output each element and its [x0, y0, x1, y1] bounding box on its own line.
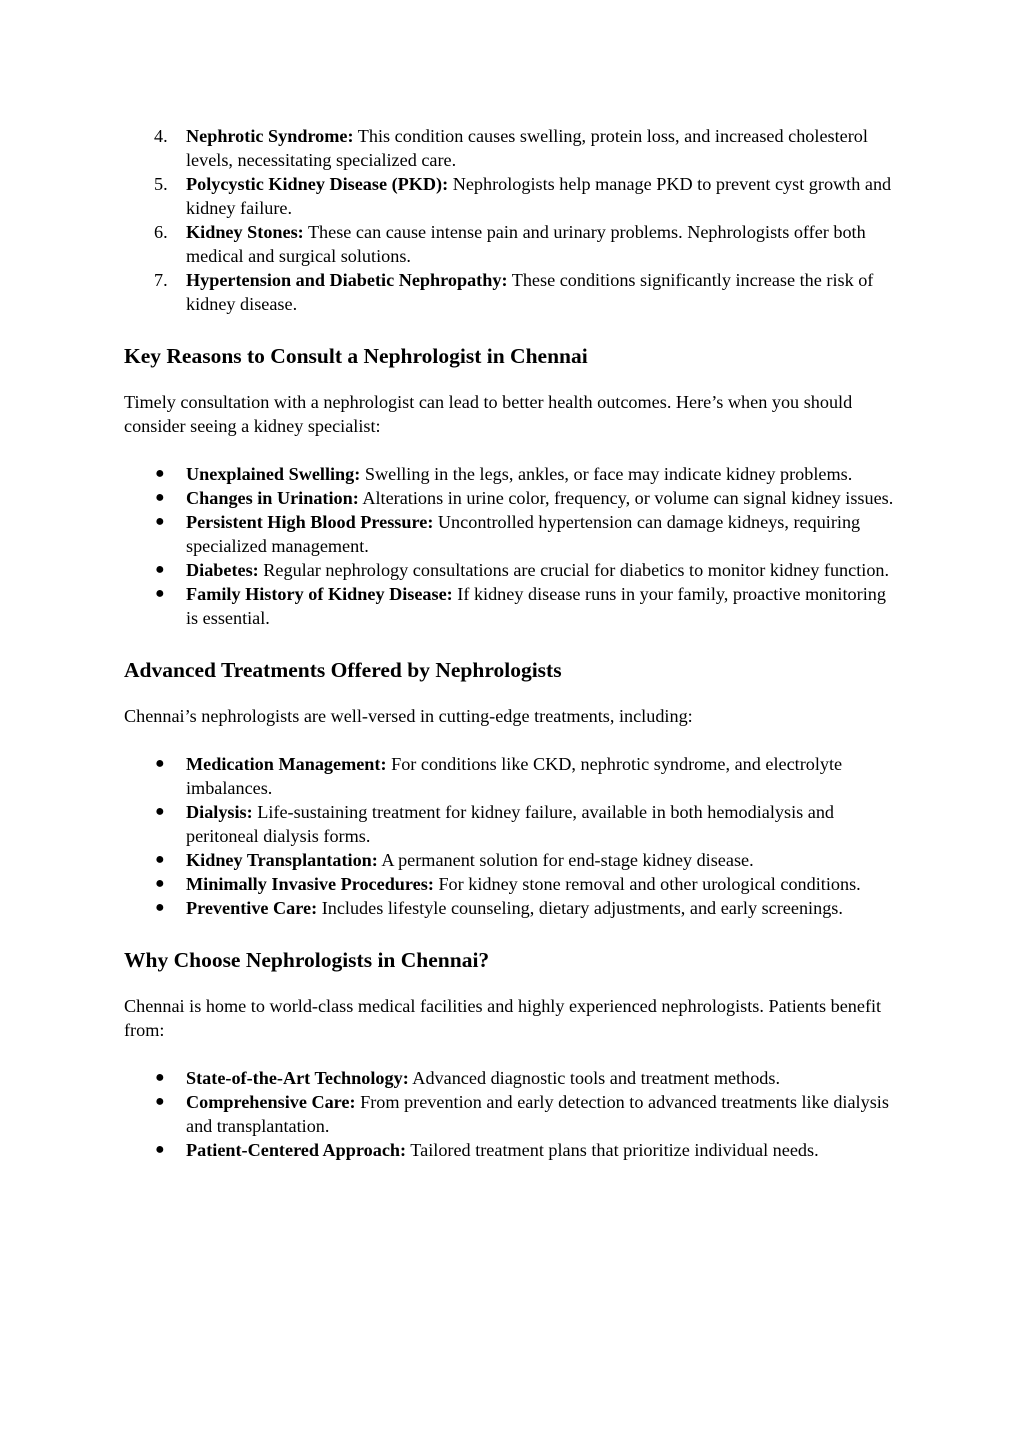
list-item-text: These conditions significantly increase the risk of kidney disease. — [186, 270, 874, 314]
bullet-icon: ● — [155, 489, 165, 506]
list-item — [124, 872, 900, 896]
list-item-term: Dialysis: — [186, 802, 253, 822]
list-item-text: Tailored treatment plans that prioritize individual needs. — [406, 1140, 819, 1160]
list-item-text: From prevention and early detection to advanced treatments like dialysis and transplantation. — [186, 1092, 889, 1136]
bullet-icon: ● — [155, 899, 165, 916]
list-item — [124, 752, 900, 800]
list-item-text: Regular nephrology consultations are crucial for diabetics to monitor kidney function. — [258, 560, 890, 580]
section-intro: Timely consultation with a nephrologist can lead to better health outcomes. Here’s when you should consider seeing a kidney specialist: — [124, 392, 853, 436]
list-item — [124, 510, 900, 558]
list-item-text: Swelling in the legs, ankles, or face may indicate kidney problems. — [360, 464, 853, 484]
list-item-text: For kidney stone removal and other urological conditions. — [433, 874, 861, 894]
list-item-term: Kidney Stones: — [186, 222, 304, 242]
section-intro: Chennai is home to world-class medical facilities and highly experienced nephrologists. Patients benefit from: — [124, 996, 882, 1040]
bullet-icon: ● — [155, 803, 165, 820]
bullet-icon: ● — [155, 561, 165, 578]
bullet-icon: ● — [155, 875, 165, 892]
section-heading: Advanced Treatments Offered by Nephrologists — [124, 658, 562, 682]
bullet-icon: ● — [155, 1093, 165, 1110]
list-item-term: Hypertension and Diabetic Nephropathy: — [186, 270, 508, 290]
list-item-term: Preventive Care: — [186, 898, 318, 918]
list-item-text: Uncontrolled hypertension can damage kidneys, requiring specialized management. — [186, 512, 861, 556]
list-item-text: Alterations in urine color, frequency, or volume can signal kidney issues. — [358, 488, 894, 508]
bullet-icon: ● — [155, 465, 165, 482]
list-item — [124, 582, 900, 630]
list-item-term: Nephrotic Syndrome: — [186, 126, 354, 146]
list-item — [124, 172, 900, 220]
list-item-term: Polycystic Kidney Disease (PKD): — [186, 174, 449, 194]
list-item-term: Diabetes: — [186, 560, 259, 580]
list-item — [124, 800, 900, 848]
list-item-term: Kidney Transplantation: — [186, 850, 378, 870]
list-item-term: Minimally Invasive Procedures: — [186, 874, 434, 894]
list-item-text: These can cause intense pain and urinary problems. Nephrologists offer both medical and surgical solutions. — [186, 222, 866, 266]
list-number: 5. — [154, 174, 168, 194]
list-item-term: Patient-Centered Approach: — [186, 1140, 407, 1160]
list-item-term: State-of-the-Art Technology: — [186, 1068, 409, 1088]
bullet-icon: ● — [155, 1141, 165, 1158]
list-item-term: Persistent High Blood Pressure: — [186, 512, 434, 532]
document-page — [124, 124, 900, 1162]
bullet-icon: ● — [155, 513, 165, 530]
list-item-text: If kidney disease runs in your family, proactive monitoring is essential. — [186, 584, 886, 628]
list-item — [124, 1138, 900, 1162]
list-item-term: Changes in Urination: — [186, 488, 359, 508]
list-item-text: A permanent solution for end-stage kidney disease. — [377, 850, 754, 870]
list-item-text: Life-sustaining treatment for kidney failure, available in both hemodialysis and peritoneal dialysis forms. — [186, 802, 835, 846]
list-item-text: Includes lifestyle counseling, dietary adjustments, and early screenings. — [317, 898, 843, 918]
list-item-text: For conditions like CKD, nephrotic syndrome, and electrolyte imbalances. — [186, 754, 843, 798]
list-item-text: Advanced diagnostic tools and treatment methods. — [408, 1068, 781, 1088]
section-intro: Chennai’s nephrologists are well-versed in cutting-edge treatments, including: — [124, 706, 693, 726]
treatments-bullet-list — [124, 752, 900, 920]
list-item — [124, 558, 900, 582]
list-item — [124, 848, 900, 872]
list-item-term: Medication Management: — [186, 754, 387, 774]
list-item — [124, 1090, 900, 1138]
list-number: 4. — [154, 126, 168, 146]
section-heading: Why Choose Nephrologists in Chennai? — [124, 948, 490, 972]
list-item-text: This condition causes swelling, protein loss, and increased cholesterol levels, necessitating specialized care. — [186, 126, 868, 170]
list-item — [124, 220, 900, 268]
list-item-term: Unexplained Swelling: — [186, 464, 361, 484]
list-item — [124, 1066, 900, 1090]
bullet-icon: ● — [155, 851, 165, 868]
list-item-term: Comprehensive Care: — [186, 1092, 356, 1112]
list-item — [124, 462, 900, 486]
benefits-bullet-list — [124, 1066, 900, 1162]
list-item — [124, 896, 900, 920]
bullet-icon: ● — [155, 1069, 165, 1086]
bullet-icon: ● — [155, 585, 165, 602]
list-number: 6. — [154, 222, 168, 242]
bullet-icon: ● — [155, 755, 165, 772]
list-item-term: Family History of Kidney Disease: — [186, 584, 453, 604]
list-number: 7. — [154, 270, 168, 290]
reasons-bullet-list — [124, 462, 900, 630]
list-item — [124, 124, 900, 172]
list-item — [124, 486, 900, 510]
list-item — [124, 268, 900, 316]
section-heading: Key Reasons to Consult a Nephrologist in Chennai — [124, 344, 588, 368]
list-item-text: Nephrologists help manage PKD to prevent cyst growth and kidney failure. — [186, 174, 892, 218]
conditions-numbered-list — [124, 124, 900, 316]
